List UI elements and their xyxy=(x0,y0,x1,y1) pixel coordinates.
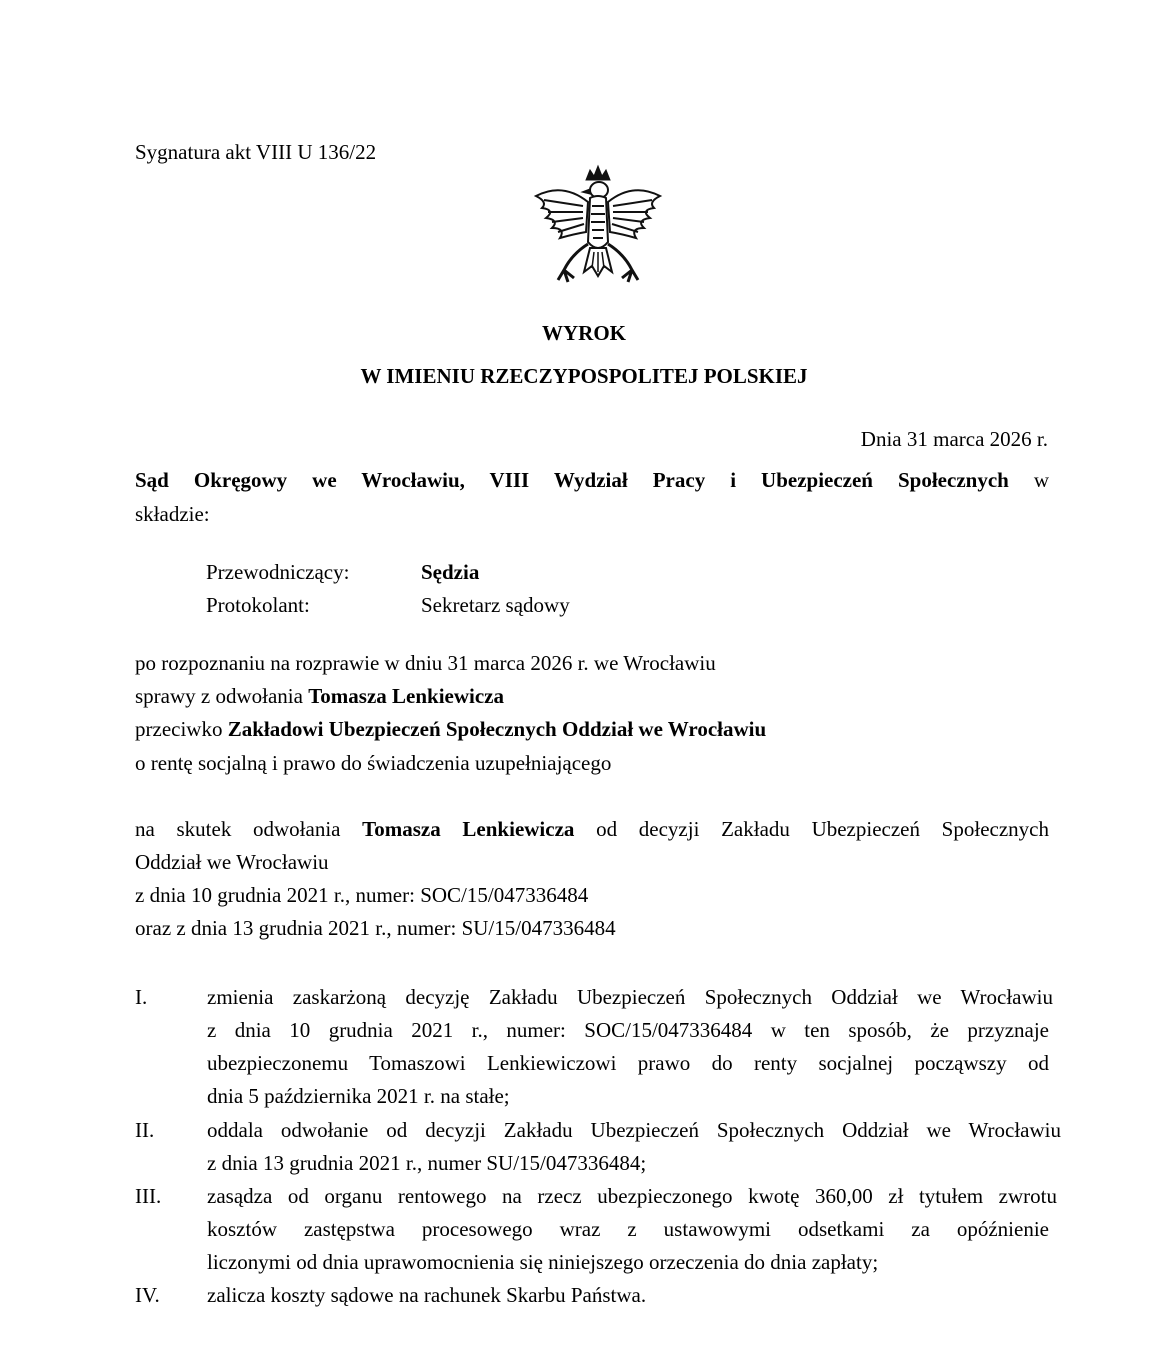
ruling-numeral: I. xyxy=(135,985,148,1009)
clerk-label: Protokolant: xyxy=(206,593,310,617)
judgment-date: Dnia 31 marca 2026 r. xyxy=(860,427,1048,451)
appeal-line-1-prefix: na skutek odwołania xyxy=(135,817,363,841)
ruling-numeral: III. xyxy=(135,1184,162,1208)
appeal-line-4: oraz z dnia 13 grudnia 2021 r., numer: SU/15/047336484 xyxy=(135,916,616,940)
court-line xyxy=(135,468,1049,492)
ruling-line: dnia 5 października 2021 r. na stałe; xyxy=(207,1084,510,1108)
court-composition-intro: składzie: xyxy=(135,502,210,526)
polish-eagle-icon xyxy=(527,162,669,300)
case-signature: Sygnatura akt VIII U 136/22 xyxy=(135,140,377,164)
ruling-numeral: II. xyxy=(135,1118,155,1142)
ruling-numeral: IV. xyxy=(135,1283,160,1307)
ruling-line: z dnia 10 grudnia 2021 r., numer: SOC/15/047336484 w ten sposób, że przyznaje xyxy=(207,1018,1049,1042)
chair-label: Przewodniczący: xyxy=(206,560,350,584)
appeal-line-1-suffix: od decyzji Zakładu Ubezpieczeń Społecznych xyxy=(574,817,1049,841)
ruling-line: ubezpieczonemu Tomaszowi Lenkiewiczowi prawo do renty socjalnej począwszy od xyxy=(207,1051,1049,1075)
case-line-1: po rozpoznaniu na rozprawie w dniu 31 marca 2026 r. we Wrocławiu xyxy=(135,651,716,675)
respondent-name: Zakładowi Ubezpieczeń Społecznych Oddział we Wrocławiu xyxy=(227,717,767,741)
case-line-4: o rentę socjalną i prawo do świadczenia uzupełniającego xyxy=(135,751,612,775)
appellant-name: Tomasza Lenkiewicza xyxy=(308,684,505,708)
ruling-line: oddala odwołanie od decyzji Zakładu Ubezpieczeń Społecznych Oddział we Wrocławiu xyxy=(207,1118,1061,1142)
court-name: Sąd Okręgowy we Wrocławiu, VIII Wydział Pracy i Ubezpieczeń Społecznych xyxy=(135,468,1009,492)
case-line-2-prefix: sprawy z odwołania xyxy=(135,684,309,708)
ruling-line: z dnia 13 grudnia 2021 r., numer SU/15/047336484; xyxy=(207,1151,647,1175)
chair-value: Sędzia xyxy=(421,560,480,584)
ruling-line: zalicza koszty sądowe na rachunek Skarbu Państwa. xyxy=(207,1283,647,1307)
appeal-line-1 xyxy=(135,817,1049,841)
judgment-subtitle: W IMIENIU RZECZYPOSPOLITEJ POLSKIEJ xyxy=(360,364,808,388)
ruling-line: liczonymi od dnia uprawomocnienia się niniejszego orzeczenia do dnia zapłaty; xyxy=(207,1250,879,1274)
appeal-line-2: Oddział we Wrocławiu xyxy=(135,850,329,874)
appeal-appellant-name: Tomasza Lenkiewicza xyxy=(362,817,575,841)
ruling-line: kosztów zastępstwa procesowego wraz z ustawowymi odsetkami za opóźnienie xyxy=(207,1217,1049,1241)
judgment-title: WYROK xyxy=(542,321,626,345)
clerk-value: Sekretarz sądowy xyxy=(421,593,570,617)
case-line-2 xyxy=(135,684,504,708)
appeal-line-3: z dnia 10 grudnia 2021 r., numer: SOC/15/047336484 xyxy=(135,883,589,907)
case-line-3-prefix: przeciwko xyxy=(135,717,228,741)
ruling-line: zmienia zaskarżoną decyzję Zakładu Ubezpieczeń Społecznych Oddział we Wrocławiu xyxy=(207,985,1053,1009)
court-line-suffix: w xyxy=(1033,468,1049,492)
case-line-3 xyxy=(135,717,766,741)
ruling-line: zasądza od organu rentowego na rzecz ubezpieczonego kwotę 360,00 zł tytułem zwrotu xyxy=(207,1184,1057,1208)
